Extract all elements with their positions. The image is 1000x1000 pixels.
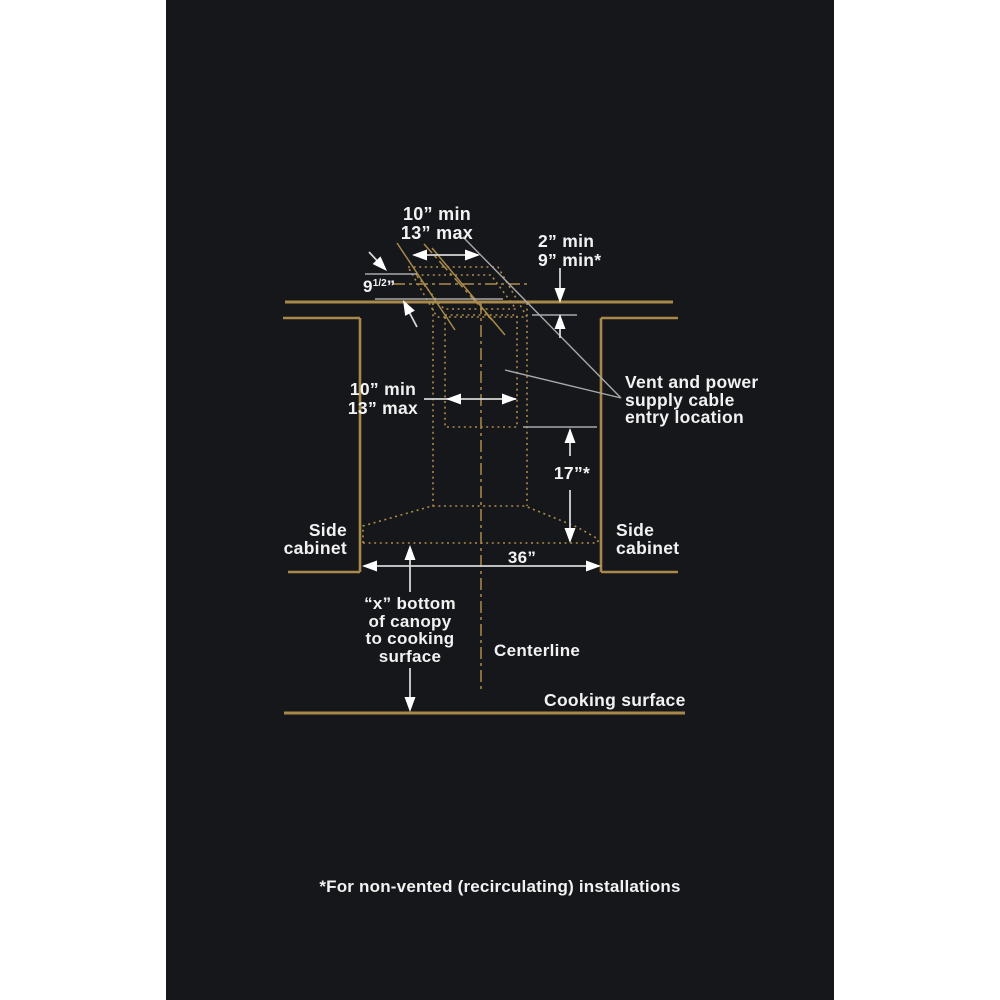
cooking-surface-label: Cooking surface <box>544 690 686 710</box>
mount-height-label <box>356 595 464 665</box>
mount-height-line2: of canopy <box>368 611 452 631</box>
duct-width-arrow <box>424 394 517 405</box>
side-cabinet-label-right <box>616 522 679 557</box>
ceiling-clearance-dimension-label <box>538 232 601 269</box>
chimney-height-arrow <box>565 428 576 543</box>
side-cabinet-left-line2: cabinet <box>283 537 347 558</box>
mount-height-line3: to cooking <box>365 629 455 648</box>
vent-note-line1: Vent and power <box>625 372 759 392</box>
vent-note-line3: entry location <box>625 407 744 427</box>
top-width-arrow <box>412 250 480 261</box>
top-width-line2: 13” max <box>400 223 474 243</box>
centerline-label: Centerline <box>494 641 581 660</box>
soffit-depth-fraction: 1/2 <box>372 278 387 289</box>
vent-note-line2: supply cable <box>625 389 735 410</box>
mount-height-line1: “x” bottom <box>364 594 456 613</box>
side-cabinet-left-line1: Side <box>308 520 347 540</box>
mount-height-line4: surface <box>378 646 442 666</box>
side-cabinet-right-line2: cabinet <box>616 537 680 558</box>
soffit-depth-unit: ” <box>386 277 396 296</box>
duct-width-dimension-label <box>333 380 433 417</box>
hood-width-dimension-label: 36” <box>507 548 537 567</box>
soffit-depth-value: 9 <box>363 277 373 296</box>
side-cabinet-label-left <box>271 522 347 557</box>
side-cabinet-right-line1: Side <box>616 520 655 540</box>
ceiling-clearance-line2: 9” min* <box>538 249 602 270</box>
duct-dotted-outline <box>433 303 527 507</box>
top-width-line1: 10” min <box>402 204 472 224</box>
top-width-dimension-label <box>372 205 502 243</box>
ceiling-clearance-line1: 2” min <box>538 231 595 251</box>
duct-width-line2: 13” max <box>347 397 419 418</box>
footnote: *For non-vented (recirculating) installations <box>319 877 681 896</box>
chimney-height-dimension-label: 17”* <box>553 463 591 483</box>
soffit-depth-dimension-label <box>363 277 395 297</box>
vent-entry-note <box>625 374 759 427</box>
duct-width-line1: 10” min <box>349 379 417 399</box>
